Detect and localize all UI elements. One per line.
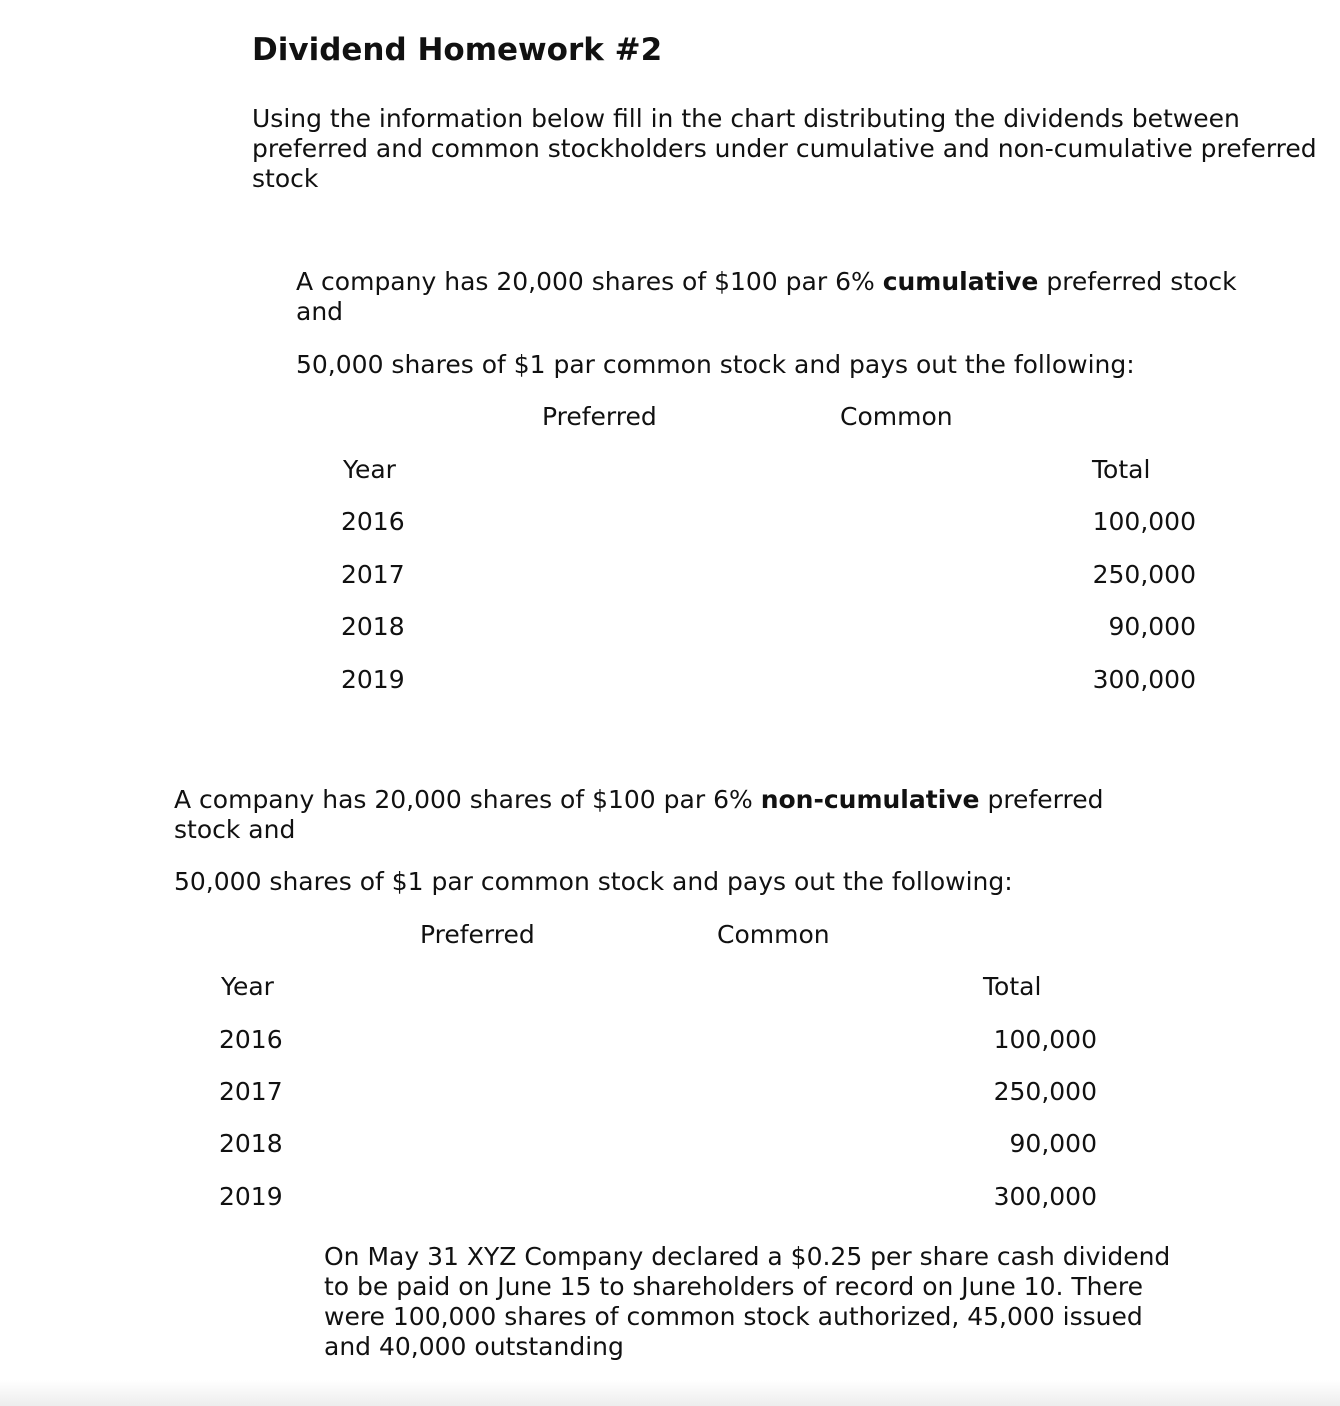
- final-paragraph-line: were 100,000 shares of common stock authorized, 45,000 issued: [324, 1302, 1143, 1331]
- page-title: Dividend Homework #2: [252, 32, 663, 68]
- section1-line1-pre: A company has 20,000 shares of $100 par 6%: [296, 267, 883, 296]
- section1-row-total: 90,000: [1108, 612, 1196, 641]
- section1-header-common: Common: [840, 402, 953, 431]
- section2-row-year: 2017: [219, 1077, 283, 1106]
- section1-header-preferred: Preferred: [542, 402, 657, 431]
- section2-row-year: 2019: [219, 1182, 283, 1211]
- instructions-paragraph: Using the information below fill in the chart distributing the dividends between preferred and common stockholders under cumulative and non-cumulative preferred stock: [252, 104, 1317, 193]
- final-paragraph-line: On May 31 XYZ Company declared a $0.25 per share cash dividend: [324, 1242, 1171, 1271]
- section2-row-total: 90,000: [1009, 1129, 1097, 1158]
- section2-description-line1: [174, 785, 1103, 815]
- section1-description-line2: 50,000 shares of $1 par common stock and pays out the following:: [296, 350, 1135, 379]
- section1-description-line1-cont: and: [296, 297, 344, 326]
- section2-row-year: 2016: [219, 1025, 283, 1054]
- section2-line1-pre: A company has 20,000 shares of $100 par 6%: [174, 785, 761, 814]
- section2-header-total: Total: [983, 972, 1042, 1001]
- section2-noncumulative-keyword: non-cumulative: [760, 785, 980, 814]
- section2-row-year: 2018: [219, 1129, 283, 1158]
- section2-description-line1-cont: stock and: [174, 815, 296, 844]
- final-paragraph-line: and 40,000 outstanding: [324, 1332, 624, 1361]
- section1-description-line1: [296, 267, 1237, 297]
- section1-row-total: 250,000: [1092, 560, 1196, 589]
- section1-header-year: Year: [343, 455, 396, 484]
- section1-row-total: 100,000: [1092, 507, 1196, 536]
- section1-header-total: Total: [1092, 455, 1151, 484]
- section2-row-total: 300,000: [993, 1182, 1097, 1211]
- section1-row-total: 300,000: [1092, 665, 1196, 694]
- section1-row-year: 2016: [341, 507, 405, 536]
- section2-line1-post: preferred: [979, 785, 1104, 814]
- section1-row-year: 2018: [341, 612, 405, 641]
- section1-cumulative-keyword: cumulative: [882, 267, 1039, 296]
- final-paragraph-line: to be paid on June 15 to shareholders of record on June 10. There: [324, 1272, 1143, 1301]
- section2-row-total: 100,000: [993, 1025, 1097, 1054]
- section1-row-year: 2017: [341, 560, 405, 589]
- section1-line1-post: preferred stock: [1038, 267, 1237, 296]
- section2-header-year: Year: [221, 972, 274, 1001]
- section1-row-year: 2019: [341, 665, 405, 694]
- section2-header-common: Common: [717, 920, 830, 949]
- section2-row-total: 250,000: [993, 1077, 1097, 1106]
- section2-description-line2: 50,000 shares of $1 par common stock and pays out the following:: [174, 867, 1013, 896]
- section2-header-preferred: Preferred: [420, 920, 535, 949]
- page-bottom-shadow: [0, 1380, 1340, 1406]
